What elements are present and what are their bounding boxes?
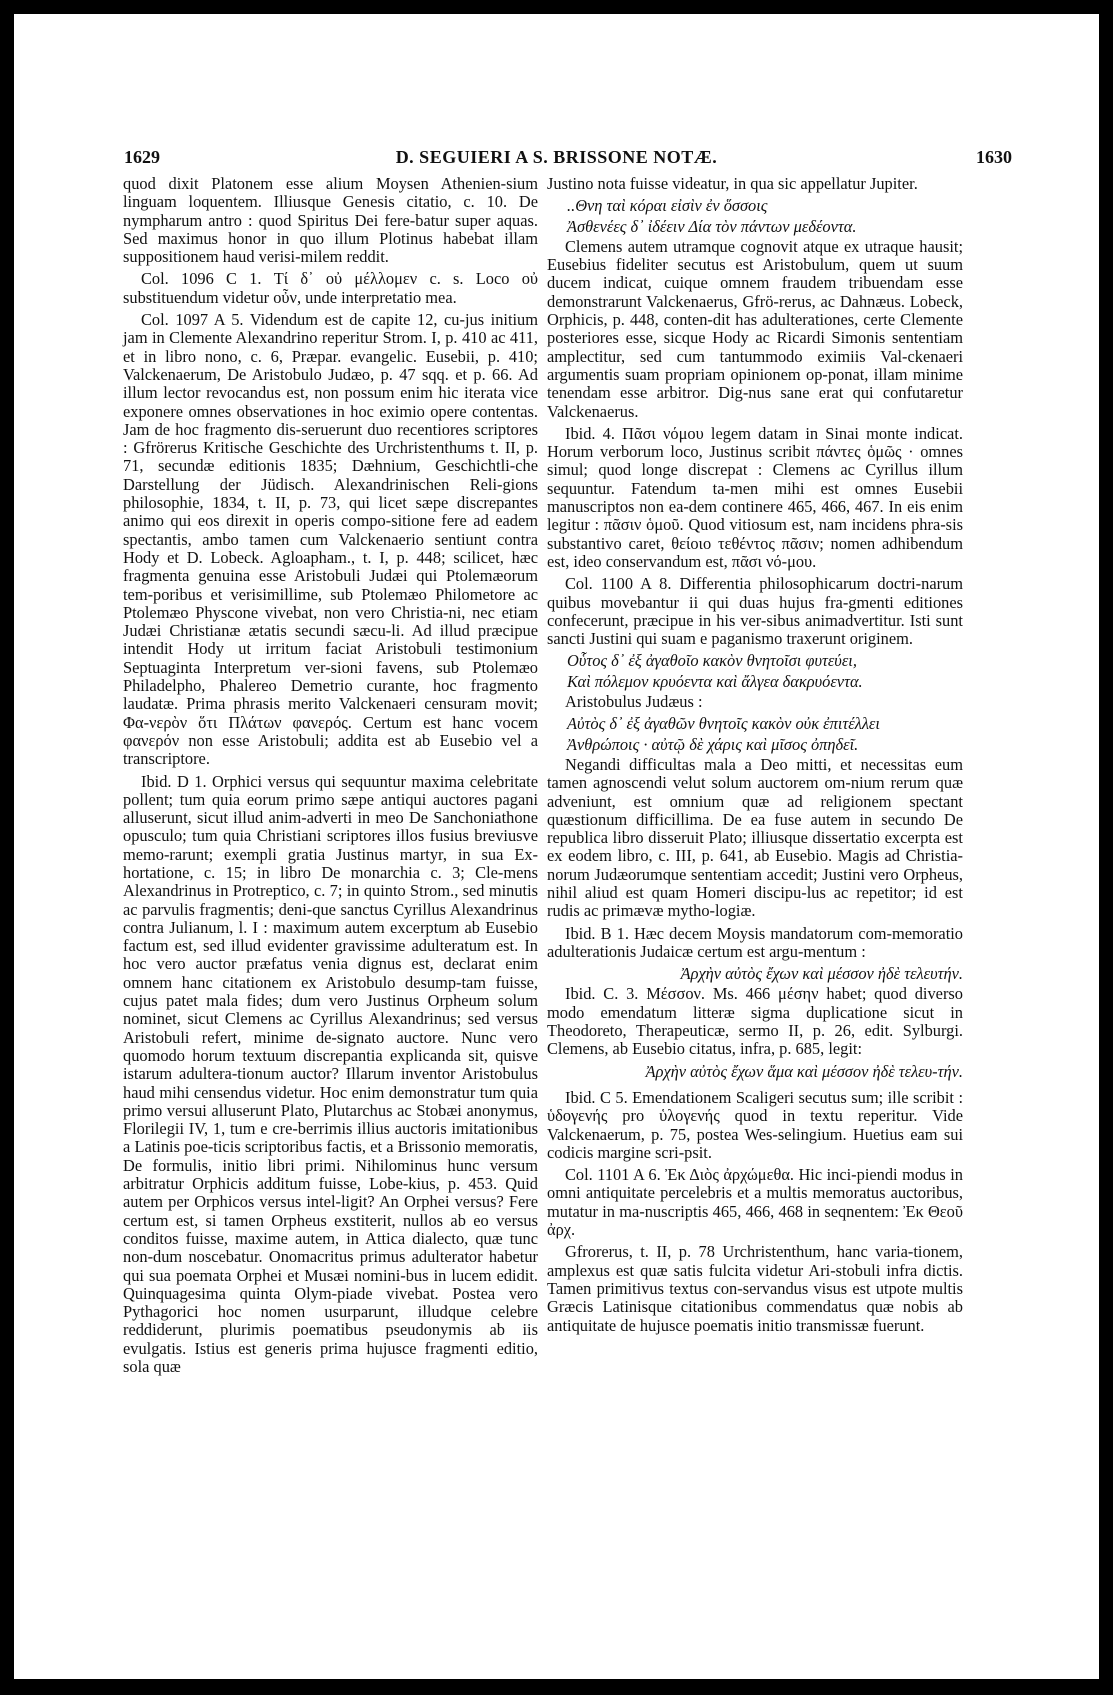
left-paragraph: quod dixit Platonem esse alium Moysen Athenien-sium linguam loquentem. Illiusque Genesis citatio, c. 10. De nympharum antro : quod Spiritus Dei fere-batur super aquas. Sed maximus honor in quo illum Plotinus habebat illam suppositionem haud verisi-milem reddit. bbox=[123, 174, 538, 267]
running-header bbox=[14, 143, 1099, 173]
right-paragraph: Justino nota fuisse videatur, in qua sic appellatur Jupiter. bbox=[547, 174, 918, 193]
right-paragraph: Gfrorerus, t. II, p. 78 Urchristenthum, hanc varia-tionem, amplexus est quæ satis fulcita videtur Ari-stobuli infra dictis. Tamen primitivus textus con-servandus visus est utpote multis Græcis Latinisque citationibus commendatus quæ nobis ab antiquitate de hujusce poematis initio transmissæ fuerunt. bbox=[547, 1242, 963, 1335]
left-paragraph: Col. 1097 A 5. Videndum est de capite 12, cu-jus initium jam in Clemente Alexandrino reperitur Strom. I, p. 410 ac 411, et in libro nono, c. 6, Præpar. evangelic. Eusebii, p. 410; Valckenaerum, De Aristobulo Judæo, p. 47 sqq. et p. 66. Ad illum lector revocandus est, non possum enim hic iterata vice exponere omnes observationes in hoc eximio opere contentas. Jam de hoc fragmento dis-seruerunt duo recentiores scriptores : Gfrörerus Kritische Geschichte des Urchristenthums t. II, p. 71, secundæ editionis 1835; Dæhnium, Geschichtli-che Darstellung der Jüdisch. Alexandrinischen Reli-gions philosophie, 1834, t. II, p. 73, qui licet sæpe discrepantes animo qui eos direxit in operis compo-sitione fere ad eadem spectantis, ambo tamen cum Valckenaerio sentiunt contra Hody et D. Lobeck. Agloapham., t. I, p. 448; scilicet, hæc fragmenta genuina esse Aristobuli Judæi qui Ptolemæorum tem-poribus et verisimillime, sub Ptolemæo Philometore ac Ptolemæo Physcone vivebat, non vero Christia-ni, nec etiam Judæi Christianæ ætatis secundi sæcu-li. Ad illud præcipue intendit Hody ut irritum faciat Aristobuli testimonium Septuaginta Interpretum ver-sioni favens, sub Ptolemæo Philadelpho, Phalereo Demetrio curante, hoc fragmento laudatæ. Prima phrasis merito Valckenaeri censuram movit; Φα-νερὸν ὅτι Πλάτων φανερός. Certum est hanc vocem φανερόν non esse Aristobuli; addita est ab Eusebio vel a transcriptore. bbox=[123, 310, 538, 769]
greek-verse: ..Θνη ταὶ κόραι εἰσὶν ἐν ὅσσοις bbox=[567, 196, 768, 216]
right-paragraph: Ibid. C 5. Emendationem Scaligeri secutus sum; ille scribit : ὑδογενής pro ὑλογενής quod in textu reperitur. Vide Valckenaerum, p. 75, postea Wes-selingium. Huetius eam sui codicis margine scri-psit. bbox=[547, 1087, 963, 1162]
right-paragraph: Ibid. B 1. Hæc decem Moysis mandatorum com-memoratio adulterationis Judaicæ certum est argu-mentum : bbox=[547, 923, 963, 961]
right-paragraph: Negandi difficultas mala a Deo mitti, et necessitas eum tamen agnoscendi velut solum auctorem om-nium rerum quæ adveniunt, est omnium quæ ad religionem spectant quæstionum difficillima. De ea fuse autem in secundo De republica libro disseruit Plato; illiusque dissertatio excerpta est ex eodem libro, c. III, p. 641, ab Eusebio. Magis ad Christia-norum Judæorumque sententiam accedit; Justini vero Orpheus, nihil aliud est quam Homeri discipu-lus ac repetitor; id est rudis ac primævæ mytho-logiæ. bbox=[547, 754, 963, 921]
document-page bbox=[14, 14, 1099, 1679]
right-paragraph: Clemens autem utramque cognovit atque ex utraque hausit; Eusebius fideliter secutus est Aristobulum, quem ut suum ducem indicat, cuique omnem fraudem tribuendam esse demonstrarunt Valckenaerus, Gfrö-rerus, ac Dahnæus. Lobeck, Orphicis, p. 448, conten-dit has adulterationes, certe Clemente posteriores esse, sicque Hody ac Ricardi Simonis sententiam amplectitur, sed cum tantummodo eximiis Val-ckenaeri argumentis suam propriam opinionem op-ponat, illam minime tenendam esse arbitror. Dig-nus sane erat qui confutaretur Valckenaerus. bbox=[547, 236, 963, 421]
greek-verse: Ἀρχὴν αὐτὸς ἔχων ἅμα καὶ μέσσον ἠδὲ τελευ-τήν. bbox=[645, 1061, 963, 1081]
greek-verse: Ἀσθενέες δ᾽ ἰδέειν Δία τὸν πάντων μεδέοντα. bbox=[567, 216, 857, 236]
page-number-right: 1630 bbox=[976, 147, 1012, 167]
left-paragraph: Col. 1096 C 1. Τί δ᾽ οὐ μέλλομεν c. s. Loco οὐ substituendum videtur οὖν, unde interpretatio mea. bbox=[123, 269, 538, 307]
right-paragraph: Ibid. 4. Πᾶσι νόμου legem datam in Sinai monte indicat. Horum verborum loco, Justinus scribit πάντες ὁμῶς · omnes simul; quod longe discrepat : Clemens ac Cyrillus illum sequuntur. Fatendum ta-men mihi est omnes Eusebii manuscriptos non ea-dem continere 465, 466, 467. In eis enim legitur : πᾶσιν ὁμοῦ. Quod vitiosum est, nam incidens phra-sis substantivo caret, θείοιο τεθέντος πᾶσιν; nomen adhibendum est, ideo conservandum est, πᾶσι νό-μου. bbox=[547, 423, 963, 571]
right-paragraph: Col. 1100 A 8. Differentia philosophicarum doctri-narum quibus movebantur ii qui duas hujus fra-gmenti editiones confecerunt, præcipue in his ver-sibus animadvertitur. Isti sunt sancti Justini qui suam e paganismo traxerunt originem. bbox=[547, 574, 963, 649]
greek-verse: Ἀρχὴν αὐτὸς ἔχων καὶ μέσσον ἠδὲ τελευτήν. bbox=[680, 964, 963, 984]
running-title: D. SEGUIERI A S. BRISSONE NOTÆ. bbox=[395, 147, 718, 167]
greek-verse: Αὐτὸς δ᾽ ἐξ ἀγαθῶν θνητοῖς κακὸν οὐκ ἐπιτέλλει bbox=[567, 714, 880, 734]
greek-verse: Καὶ πόλεμον κρυόεντα καὶ ἄλγεα δακρυόεντα. bbox=[567, 671, 863, 691]
right-column bbox=[547, 175, 963, 1339]
greek-verse: Ἀνθρώποις · αὐτῷ δὲ χάρις καὶ μῖσος ὀπηδεῖ. bbox=[567, 734, 859, 754]
right-paragraph: Ibid. C. 3. Μέσσον. Ms. 466 μέσην habet; quod diverso modo emendatum litteræ sigma duplicatione sicut in Theodoreto, Therapeuticæ, sermo II, p. 26, edit. Sylburgi. Clemens, ab Eusebio citatus, infra, p. 685, legit: bbox=[547, 984, 963, 1059]
left-column bbox=[123, 175, 538, 1380]
right-paragraph: Aristobulus Judæus : bbox=[565, 692, 703, 712]
greek-verse: Οὗτος δ᾽ ἐξ ἀγαθοῖο κακὸν θνητοῖσι φυτεύει, bbox=[567, 651, 857, 671]
left-paragraph: Ibid. D 1. Orphici versus qui sequuntur maxima celebritate pollent; tum quia eorum primo sæpe antiqui auctores pagani alluserunt, sicut illud anim-adverti in meo De Sanchoniathone opusculo; tum quia Christiani scriptores illos fusius breviusve memo-rarunt; exempli gratia Justinus martyr, in sua Ex-hortatione, c. 15; in libro De monarchia c. 3; Cle-mens Alexandrinus in Protreptico, c. 7; in quinto Strom., sed minutis ac parvulis fragmentis; deni-que sanctus Cyrillus Alexandrinus contra Julianum, l. I : maximum autem excerptum ab Eusebio factum est, sed illud evidenter gravissime adulteratum est. In hoc vero auctor præfatus venia dignus est, declarat enim omnem hanc citationem ex Aristobulo desump-tam fuisse, cujus patet mala fides; dum vero Justinus Orpheum solum nominet, sicut Clemens ac Cyrillus Alexandrinus; sed versus Aristobuli refert, minime de-signato auctore. Nunc vero quomodo horum textuum discrepantia explicanda sit, quisve istarum adultera-tionum auctor? Illarum inventor Aristobulus haud mihi censendus videtur. Hoc enim demonstratur tum quia primo versui alluserunt Plato, Plutarchus ac Stobæi anonymus, Florilegii IV, 1, tum e cre-berrimis illius auctoris imitationibus a Latinis poe-ticis scriptoribus factis, et a Brissonio memoratis, De formulis, initio libri primi. Nihilominus hunc versum arbitratur Orphicis additum fuisse, Lobe-kius, p. 453. Quid autem per Orphicos versus intel-ligit? An Orphei versus? Fere certum est, si tamen Orpheus exstiterit, nullos ab eo versus conditos fuisse, maxime autem, in Attica dialecto, quæ tunc non-dum noscebatur. Onomacritus primus adulterator habetur qui sua poemata Orphei et Musæi nomini-bus in lucem edidit. Quinquagesima quinta Olym-piade vivebat. Postea vero Pythagorici hoc nomen usurparunt, illudque celebre reddiderunt, plurimis poematibus pseudonymis ab iis evulgatis. Istius est generis prima hujusce fragmenti editio, sola quæ bbox=[123, 771, 538, 1376]
page-number-left: 1629 bbox=[124, 147, 160, 167]
right-paragraph: Col. 1101 A 6. Ἐκ Διὸς ἀρχώμεθα. Hic inci-piendi modus in omni antiquitate percelebris et a multis memoratus auctoribus, mutatur in ma-nuscriptis 465, 466, 468 in seqnentem: Ἐκ Θεοῦ ἀρχ. bbox=[547, 1165, 963, 1240]
